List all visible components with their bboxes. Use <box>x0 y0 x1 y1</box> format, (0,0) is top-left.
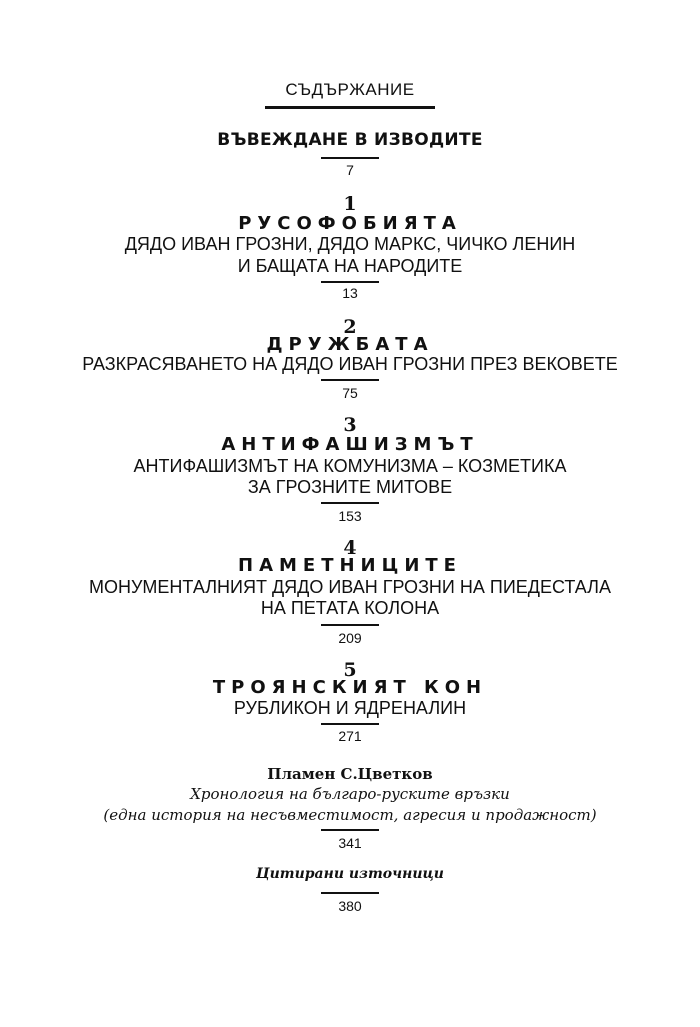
chapter-1-subtitle-line-2: И БАЩАТА НА НАРОДИТЕ <box>237 256 463 276</box>
appendix-author: Пламен С.Цветков <box>267 765 433 783</box>
appendix-line-2: (една история на несъвместимост, агресия и продажност) <box>103 806 597 824</box>
toc-heading: СЪДЪРЖАНИЕ <box>285 80 415 99</box>
chapter-5-page-number: 271 <box>338 728 362 744</box>
chapter-3-title: АНТИФАШИЗМЪТ <box>221 434 479 455</box>
intro-page-number: 7 <box>346 162 354 178</box>
sources-title: Цитирани източници <box>256 866 444 882</box>
appendix-rule <box>321 829 379 831</box>
chapter-1-subtitle-line-1: ДЯДО ИВАН ГРОЗНИ, ДЯДО МАРКС, ЧИЧКО ЛЕНИН <box>124 234 576 254</box>
chapter-2-rule <box>321 379 379 381</box>
chapter-4-page-number: 209 <box>338 630 362 646</box>
chapter-5-title: ТРОЯНСКИЯТ КОН <box>212 677 488 698</box>
chapter-2-subtitle-line-1: РАЗКРАСЯВАНЕТО НА ДЯДО ИВАН ГРОЗНИ ПРЕЗ ВЕКОВЕТЕ <box>82 354 618 374</box>
chapter-4-subtitle-line-2: НА ПЕТАТА КОЛОНА <box>260 598 440 618</box>
chapter-3-page-number: 153 <box>338 508 362 524</box>
chapter-5-rule <box>321 723 379 725</box>
chapter-2-title: ДРУЖБАТА <box>266 334 434 355</box>
chapter-1-page-number: 13 <box>342 285 358 301</box>
appendix-line-1: Хронология на българо-руските връзки <box>190 785 510 803</box>
chapter-2-page-number: 75 <box>342 385 358 401</box>
heading-rule <box>265 106 435 109</box>
chapter-3-rule <box>321 502 379 504</box>
chapter-3-number: 3 <box>343 414 357 436</box>
appendix-page-number: 341 <box>338 835 362 851</box>
chapter-4-subtitle-line-1: МОНУМЕНТАЛНИЯТ ДЯДО ИВАН ГРОЗНИ НА ПИЕДЕСТАЛА <box>89 577 611 597</box>
chapter-4-title: ПАМЕТНИЦИТЕ <box>238 555 462 576</box>
chapter-1-number: 1 <box>343 193 357 215</box>
sources-page-number: 380 <box>338 898 362 914</box>
intro-title: ВЪВЕЖДАНЕ В ИЗВОДИТЕ <box>217 130 483 150</box>
chapter-2-number: 2 <box>343 316 357 338</box>
sources-rule <box>321 892 379 894</box>
chapter-1-title: РУСОФОБИЯТА <box>238 213 462 234</box>
chapter-3-subtitle-line-2: ЗА ГРОЗНИТЕ МИТОВЕ <box>247 477 453 497</box>
intro-rule <box>321 157 379 159</box>
chapter-4-rule <box>321 624 379 626</box>
chapter-5-subtitle-line-1: РУБЛИКОН И ЯДРЕНАЛИН <box>233 698 467 718</box>
chapter-3-subtitle-line-1: АНТИФАШИЗМЪТ НА КОМУНИЗМА – КОЗМЕТИКА <box>133 456 567 476</box>
chapter-4-number: 4 <box>343 537 357 559</box>
chapter-1-rule <box>321 281 379 283</box>
chapter-5-number: 5 <box>343 659 357 681</box>
